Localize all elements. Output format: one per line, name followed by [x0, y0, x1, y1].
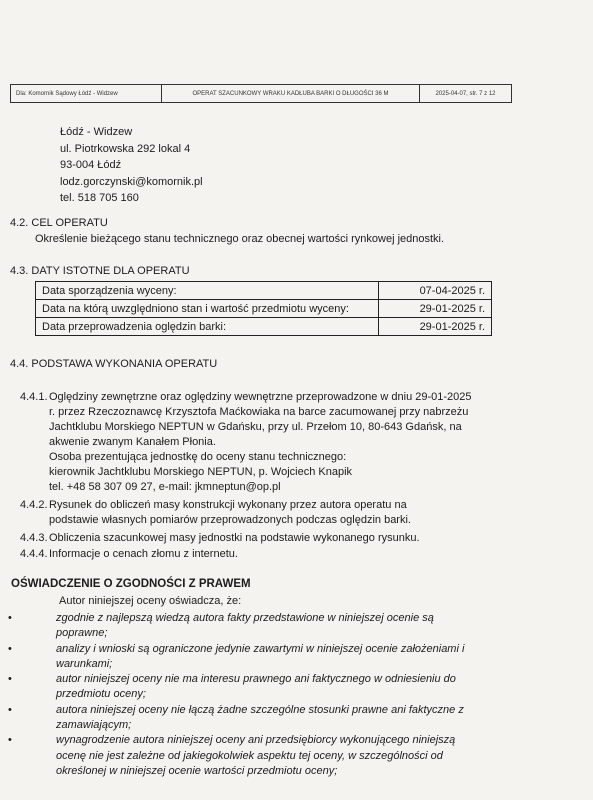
address-line: ul. Piotrkowska 292 lokal 4	[60, 142, 191, 155]
header-client: Dla: Komornik Sądowy Łódź - Widzew	[11, 85, 162, 102]
header-title: OPERAT SZACUNKOWY WRAKU KADŁUBA BARKI O DŁUGOŚCI 36 M	[162, 85, 420, 102]
list-item	[8, 611, 498, 642]
address-line: Łódź - Widzew	[60, 126, 133, 138]
bullet-line: analizy i wnioski są ograniczone jedynie zawartymi w niniejszej ocenie założeniami i	[56, 642, 465, 655]
list-item	[20, 531, 540, 546]
item-line: Jachtklubu Morskiego NEPTUN w Gdańsku, przy ul. Przełom 10, 80-643 Gdańsk, na	[49, 421, 462, 433]
bullet-line: warunkami;	[56, 657, 113, 670]
item-line: Osoba prezentująca jednostkę do oceny stanu technicznego:	[49, 451, 347, 463]
section-4-3-title: 4.3. DATY ISTOTNE DLA OPERATU	[10, 265, 190, 277]
address-email: lodz.gorczynski@komornik.pl	[60, 175, 203, 188]
address-line: 93-004 Łódź	[60, 159, 122, 171]
bullet-line: ocenę nie jest zależne od jakiegokolwiek aspektu tej oceny, w szczególności od	[56, 749, 443, 762]
date-label: Data sporządzenia wyceny:	[36, 282, 379, 300]
header-date-page: 2025-04-07, str. 7 z 12	[435, 90, 496, 97]
list-item	[20, 498, 540, 528]
item-line: Oględziny zewnętrzne oraz oględziny wewnętrzne przeprowadzone w dniu 29-01-2025	[49, 391, 472, 403]
item-line: akwenie zwanym Kanałem Płonia.	[49, 436, 216, 448]
date-value: 29-01-2025 r.	[379, 318, 492, 336]
section-4-2-text: Określenie bieżącego stanu technicznego oraz obecnej wartości rynkowej jednostki.	[35, 233, 445, 245]
item-line: r. przez Rzeczoznawcę Krzysztofa Maćkowiaka na barce zacumowanej przy nabrzeżu	[49, 406, 469, 418]
item-number: 4.4.2.	[20, 499, 48, 511]
bullet-line: wynagrodzenie autora niniejszej oceny ani przedsiębiorcy wykonującego niniejszą	[56, 734, 456, 747]
item-line: tel. +48 58 307 09 27, e-mail: jkmneptun@op.pl	[49, 481, 281, 493]
table-row	[36, 282, 492, 300]
item-line: Rysunek do obliczeń masy konstrukcji wykonany przez autora operatu na	[49, 499, 407, 511]
date-label: Data przeprowadzenia oględzin barki:	[36, 318, 379, 336]
bullet-line: autora niniejszej oceny nie łączą żadne szczególne stosunki prawne ani faktyczne z	[56, 703, 464, 716]
item-line: kierownik Jachtklubu Morskiego NEPTUN, p. Wojciech Knapik	[49, 466, 353, 478]
page-header	[10, 84, 512, 103]
list-item	[20, 547, 540, 562]
bullet-line: przedmiotu oceny;	[56, 688, 146, 701]
item-line: Obliczenia szacunkowej masy jednostki na podstawie wykonanego rysunku.	[49, 532, 420, 544]
table-row	[36, 300, 492, 318]
section-4-2-title: 4.2. CEL OPERATU	[10, 217, 108, 229]
bullet-icon: •	[8, 734, 12, 747]
bullet-icon: •	[8, 703, 12, 716]
list-item	[20, 390, 540, 495]
bullet-line: zamawiającym;	[56, 719, 132, 732]
list-item	[8, 672, 498, 703]
item-line: Informacje o cenach złomu z internetu.	[49, 548, 238, 560]
dates-table	[35, 281, 492, 336]
list-item	[8, 733, 498, 779]
bullet-icon: •	[8, 612, 12, 624]
bullet-line: autor niniejszej oceny nie ma interesu prawnego ani faktycznego w odniesieniu do	[56, 673, 456, 686]
date-value: 07-04-2025 r.	[379, 282, 492, 300]
address-block	[60, 124, 203, 207]
item-number: 4.4.3.	[20, 532, 48, 544]
date-label: Data na którą uwzględniono stan i wartość przedmiotu wyceny:	[36, 300, 379, 318]
item-line: podstawie własnych pomiarów przeprowadzonych podczas oględzin barki.	[49, 514, 411, 526]
bullet-line: określonej w niniejszej ocenie wartości przedmiotu oceny;	[56, 764, 338, 777]
bullet-icon: •	[8, 642, 12, 655]
section-4-4-title: 4.4. PODSTAWA WYKONANIA OPERATU	[10, 358, 218, 370]
item-number: 4.4.4.	[20, 548, 48, 560]
bullet-icon: •	[8, 673, 12, 686]
list-item	[8, 703, 498, 734]
item-number: 4.4.1.	[20, 391, 48, 403]
bullet-line: poprawne;	[56, 627, 108, 640]
address-phone: tel. 518 705 160	[60, 192, 139, 204]
declaration-intro: Autor niniejszej oceny oświadcza, że:	[59, 595, 242, 607]
table-row	[36, 318, 492, 336]
list-item	[8, 642, 498, 673]
bullet-line: zgodnie z najlepszą wiedzą autora fakty przedstawione w niniejszej ocenie są	[56, 612, 434, 624]
declaration-title: OŚWIADCZENIE O ZGODNOŚCI Z PRAWEM	[11, 578, 251, 590]
date-value: 29-01-2025 r.	[379, 300, 492, 318]
declaration-list	[8, 611, 498, 779]
